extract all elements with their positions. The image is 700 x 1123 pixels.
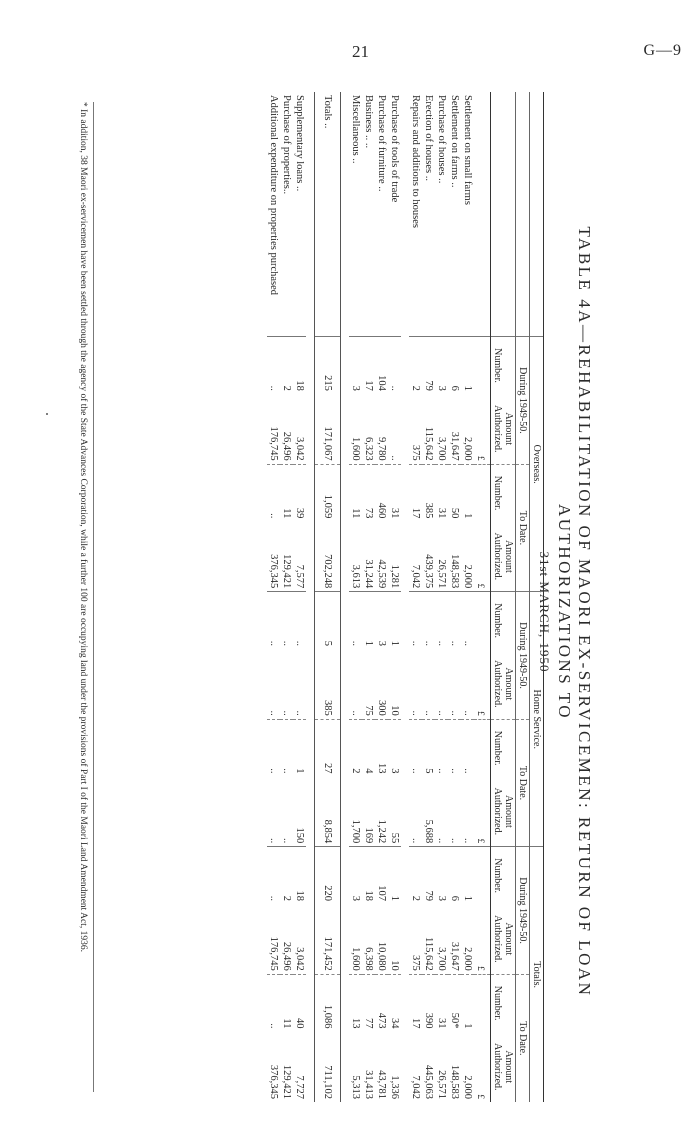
amount-cell: 26,571 — [436, 1070, 447, 1099]
table-row — [435, 92, 448, 1102]
amount-cell: 6,398 — [363, 947, 374, 971]
row-label: Settlement on farms .. — [449, 95, 460, 188]
row-gap — [306, 92, 315, 1102]
group-header-totals: Totals. — [530, 847, 544, 1102]
amount-cell: 2,000 — [462, 437, 473, 461]
amount-cell: 445,063 — [423, 1064, 434, 1099]
row-label: Purchase of houses .. — [436, 95, 447, 184]
pound-sign: £ — [475, 1094, 485, 1099]
amount-cell: 439,375 — [423, 554, 434, 589]
number-cell: 79 — [422, 337, 435, 394]
amount-cell: .. — [389, 455, 400, 461]
amount-cell: 31,244 — [363, 559, 374, 589]
number-cell: 3 — [435, 847, 448, 904]
report-code: G—9 — [643, 42, 682, 59]
amount-cell: 9,780 — [376, 437, 387, 461]
amount-cell: 3,613 — [350, 564, 361, 589]
amount-cell: .. — [449, 710, 460, 716]
number-cell: 2 — [280, 847, 293, 904]
amount-cell: .. — [268, 710, 279, 716]
number-cell: 3 — [375, 592, 388, 649]
number-cell: 3 — [349, 337, 362, 394]
number-cell: 6 — [448, 337, 461, 394]
amount-cell: 5,688 — [423, 819, 434, 844]
number-cell: 2 — [280, 337, 293, 394]
amount-cell: 2,000 — [462, 564, 473, 589]
amount-cell: 43,781 — [376, 1070, 387, 1099]
table-row — [267, 92, 280, 1102]
row-label: Repairs and additions to houses — [410, 95, 421, 228]
number-cell: .. — [267, 847, 280, 904]
number-cell: 13 — [349, 974, 362, 1031]
number-cell: 31 — [388, 464, 401, 521]
table-title-main: TABLE 4A—REHABILITATION OF MAORI EX-SERVICEMEN: RETURN OF LOAN AUTHORIZATIONS TO — [555, 226, 594, 998]
number-cell: 1 — [461, 337, 474, 394]
number-cell: .. — [409, 719, 422, 776]
amount-cell: 169 — [363, 827, 374, 844]
amount-cell: .. — [449, 838, 460, 844]
number-header: Number. — [491, 847, 516, 904]
number-cell: .. — [422, 592, 435, 649]
amount-cell: 1,600 — [350, 437, 361, 461]
number-cell: 473 — [375, 974, 388, 1031]
number-header: Number. — [491, 592, 516, 649]
row-gap — [341, 92, 350, 1102]
row-label: Purchase of tools of trade — [389, 95, 400, 203]
amount-cell: 55 — [389, 832, 400, 844]
amount-cell: 3,042 — [294, 947, 305, 971]
number-cell: 1,059 — [315, 464, 341, 521]
page-header — [0, 42, 700, 62]
amount-cell: .. — [436, 838, 447, 844]
number-cell: 385 — [422, 464, 435, 521]
number-cell: .. — [448, 719, 461, 776]
unit-row — [474, 92, 491, 1102]
table-row — [448, 92, 461, 1102]
loan-authorizations-table — [267, 92, 544, 1102]
number-cell: 40 — [293, 974, 306, 1031]
number-header: Number. — [491, 974, 516, 1031]
number-cell: .. — [267, 719, 280, 776]
number-cell: .. — [349, 592, 362, 649]
number-cell: 50* — [448, 974, 461, 1031]
group-header-overseas: Overseas. — [530, 337, 544, 592]
number-cell: 215 — [315, 337, 341, 394]
table-row — [349, 92, 362, 1102]
amount-cell: .. — [350, 710, 361, 716]
number-header: Number. — [491, 464, 516, 521]
number-cell: 13 — [375, 719, 388, 776]
amount-cell: 10 — [389, 705, 400, 716]
pound-sign: £ — [475, 583, 485, 589]
amount-cell: 129,421 — [281, 554, 292, 589]
table-row — [280, 92, 293, 1102]
amount-cell: 711,102 — [315, 1032, 341, 1102]
number-cell: 77 — [362, 974, 375, 1031]
row-label: Miscellaneous .. — [350, 95, 361, 164]
amount-cell: 1,242 — [376, 819, 387, 844]
group-header-home-service: Home Service. — [530, 592, 544, 847]
period-header: To Date. — [516, 974, 530, 1102]
pound-sign: £ — [475, 966, 485, 971]
table-row — [461, 92, 474, 1102]
amount-header: Amount Authorized. — [491, 777, 516, 847]
number-cell: 2 — [409, 337, 422, 394]
number-cell: 1 — [388, 592, 401, 649]
amount-cell: 10 — [389, 960, 400, 971]
number-cell: 11 — [349, 464, 362, 521]
pound-sign: £ — [475, 711, 485, 716]
number-cell: .. — [280, 719, 293, 776]
amount-header: Amount Authorized. — [491, 904, 516, 974]
amount-cell: 31,647 — [449, 431, 460, 461]
period-header: During 1949-50. — [516, 592, 530, 720]
number-cell: .. — [409, 592, 422, 649]
number-cell: .. — [435, 719, 448, 776]
number-cell: 390 — [422, 974, 435, 1031]
amount-cell: 171,452 — [315, 904, 341, 974]
amount-cell: 115,642 — [423, 937, 434, 971]
number-cell: 5 — [315, 592, 341, 649]
table-row — [388, 92, 401, 1102]
footnote: * In addition, 38 Maori ex-servicemen have been settled through the agency of the State Advances Corporation, while a further 100 are occupying land under the provisions of Part I of the Maori Land Amendment Act, 1936. — [77, 102, 94, 1092]
amount-cell: 31,413 — [363, 1070, 374, 1099]
amount-cell: 2,000 — [462, 947, 473, 971]
row-gap — [401, 92, 409, 1102]
number-cell: 3 — [388, 719, 401, 776]
number-cell: 31 — [435, 464, 448, 521]
number-cell: 18 — [293, 847, 306, 904]
number-cell: 1 — [461, 974, 474, 1031]
number-cell: 2 — [349, 719, 362, 776]
amount-cell: 26,496 — [281, 431, 292, 461]
number-cell: 79 — [422, 847, 435, 904]
number-cell: 2 — [409, 847, 422, 904]
amount-cell: 1,281 — [389, 564, 400, 589]
amount-cell: 8,854 — [315, 777, 341, 847]
amount-cell: 42,539 — [376, 559, 387, 589]
number-cell: 18 — [293, 337, 306, 394]
row-label: Supplementary loans .. — [294, 95, 305, 192]
number-cell: .. — [280, 592, 293, 649]
amount-cell: .. — [294, 710, 305, 716]
amount-cell: 3,700 — [436, 947, 447, 971]
amount-cell: 115,642 — [423, 426, 434, 461]
number-cell: 220 — [315, 847, 341, 904]
table-row — [422, 92, 435, 1102]
amount-cell: 129,421 — [281, 1064, 292, 1099]
amount-cell: 1,700 — [350, 819, 361, 844]
number-cell: 1 — [388, 847, 401, 904]
amount-cell: 1,600 — [350, 947, 361, 971]
number-cell: 11 — [280, 464, 293, 521]
period-header: During 1949-50. — [516, 337, 530, 465]
amount-cell: 7,727 — [294, 1075, 305, 1099]
amount-cell: 375 — [410, 444, 421, 461]
amount-cell: 171,067 — [315, 394, 341, 464]
amount-cell: 376,345 — [268, 1064, 279, 1099]
row-label: Purchase of properties.. — [281, 95, 292, 195]
number-header: Number. — [491, 337, 516, 394]
amount-cell: 702,248 — [315, 521, 341, 591]
number-cell: 31 — [435, 974, 448, 1031]
row-label: Erection of houses .. — [423, 95, 434, 182]
amount-header: Amount Authorized. — [491, 1032, 516, 1102]
number-cell: .. — [435, 592, 448, 649]
amount-cell: .. — [462, 838, 473, 844]
header-blank — [530, 92, 544, 337]
number-cell: 11 — [280, 974, 293, 1031]
amount-cell: 148,583 — [449, 1064, 460, 1099]
amount-cell: 26,496 — [281, 941, 292, 971]
number-cell: 1 — [293, 719, 306, 776]
period-header: To Date. — [516, 719, 530, 847]
amount-cell: .. — [436, 710, 447, 716]
amount-cell: 7,042 — [410, 564, 421, 589]
table-row — [315, 92, 341, 1102]
number-cell: .. — [267, 337, 280, 394]
period-header: To Date. — [516, 464, 530, 592]
pound-sign: £ — [475, 838, 485, 844]
row-label: Settlement on small farms — [462, 95, 473, 205]
page-number: 21 — [352, 42, 369, 61]
number-header: Number. — [491, 719, 516, 776]
amount-cell: 150 — [294, 827, 305, 844]
amount-cell: .. — [281, 838, 292, 844]
number-cell: 17 — [409, 464, 422, 521]
amount-cell: .. — [423, 710, 434, 716]
amount-cell: 148,583 — [449, 554, 460, 589]
number-cell: 104 — [375, 337, 388, 394]
amount-cell: .. — [268, 838, 279, 844]
number-cell: 6 — [448, 847, 461, 904]
number-cell: 50 — [448, 464, 461, 521]
table-row — [362, 92, 375, 1102]
number-cell: .. — [461, 592, 474, 649]
number-cell: .. — [293, 592, 306, 649]
table-body — [267, 92, 474, 1102]
number-cell: 17 — [362, 337, 375, 394]
number-cell: 34 — [388, 974, 401, 1031]
number-cell: 4 — [362, 719, 375, 776]
row-label: Purchase of furniture .. — [376, 95, 387, 192]
row-label: Business .. .. — [363, 95, 374, 149]
number-cell: 17 — [409, 974, 422, 1031]
number-cell: 18 — [362, 847, 375, 904]
row-label: Additional expenditure on properties purchased — [268, 95, 279, 296]
amount-cell: .. — [410, 710, 421, 716]
amount-cell: 7,577 — [294, 564, 305, 589]
amount-cell: 2,000 — [462, 1075, 473, 1099]
amount-cell: 376,345 — [268, 554, 279, 589]
table-row — [375, 92, 388, 1102]
amount-cell: 5,313 — [350, 1075, 361, 1099]
number-cell: .. — [461, 719, 474, 776]
pound-sign: £ — [475, 455, 485, 461]
number-cell: 1 — [461, 847, 474, 904]
number-cell: 39 — [293, 464, 306, 521]
number-cell: 1 — [362, 592, 375, 649]
number-cell: 5 — [422, 719, 435, 776]
amount-cell: .. — [410, 838, 421, 844]
row-label: Totals .. — [315, 92, 341, 337]
table-title-sub: 31st MARCH, 1950 — [537, 551, 552, 673]
amount-cell: 75 — [363, 705, 374, 716]
amount-cell: 385 — [315, 649, 341, 719]
table-row — [293, 92, 306, 1102]
number-cell: 1,086 — [315, 974, 341, 1031]
number-cell: .. — [448, 592, 461, 649]
amount-cell: 31,647 — [449, 941, 460, 971]
number-cell: 460 — [375, 464, 388, 521]
amount-cell: 176,745 — [268, 426, 279, 461]
amount-header: Amount Authorized. — [491, 649, 516, 719]
number-cell: 3 — [349, 847, 362, 904]
number-cell: 1 — [461, 464, 474, 521]
table-row — [409, 92, 422, 1102]
amount-cell: 3,042 — [294, 437, 305, 461]
amount-cell: 375 — [410, 955, 421, 971]
amount-cell: 176,745 — [268, 936, 279, 971]
amount-cell: 6,323 — [363, 437, 374, 461]
amount-cell: 10,080 — [376, 941, 387, 971]
number-cell: 27 — [315, 719, 341, 776]
amount-header: Amount Authorized. — [491, 394, 516, 464]
period-header: During 1949-50. — [516, 847, 530, 975]
amount-cell: 7,042 — [410, 1075, 421, 1099]
number-cell: 3 — [435, 337, 448, 394]
number-cell: .. — [267, 974, 280, 1031]
amount-cell: 26,571 — [436, 559, 447, 589]
amount-cell: .. — [281, 710, 292, 716]
number-cell: 107 — [375, 847, 388, 904]
number-cell: 73 — [362, 464, 375, 521]
amount-cell: 300 — [376, 700, 387, 716]
number-cell: .. — [267, 464, 280, 521]
amount-header: Amount Authorized. — [491, 521, 516, 591]
amount-cell: 1,336 — [389, 1075, 400, 1099]
amount-cell: .. — [462, 710, 473, 716]
rotated-table-page — [30, 92, 600, 1102]
number-cell: .. — [267, 592, 280, 649]
number-cell: .. — [388, 337, 401, 394]
amount-cell: 3,700 — [436, 437, 447, 461]
